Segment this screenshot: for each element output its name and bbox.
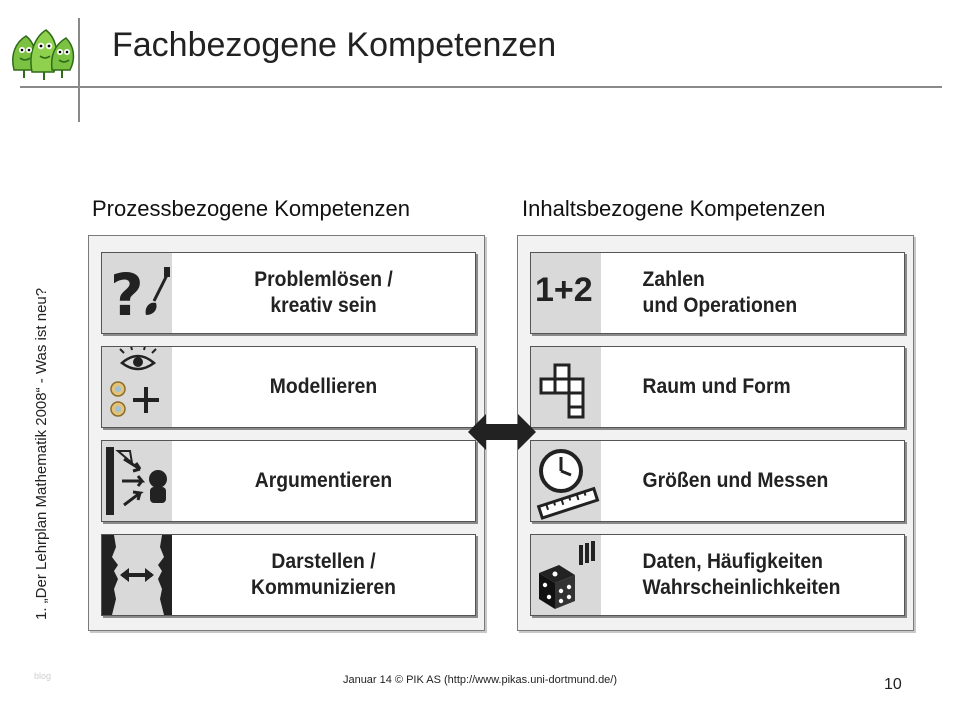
one-plus-two-icon — [531, 253, 601, 333]
competency-label: Zahlen und Operationen — [642, 268, 798, 317]
competency-label: Darstellen / Kommunizieren — [251, 550, 396, 599]
competency-label: Modellieren — [269, 375, 378, 398]
faces-double-arrow-icon — [102, 535, 172, 615]
watermark-stamp: blog — [34, 671, 52, 681]
double-arrow-icon — [466, 412, 538, 452]
right-column-heading: Inhaltsbezogene Kompetenzen — [522, 196, 826, 221]
competency-row-measuring — [530, 440, 905, 522]
process-competencies-panel — [88, 235, 485, 631]
competency-row-arguing — [101, 440, 476, 522]
content-competencies-panel — [517, 235, 914, 631]
competency-label: Problemlösen / kreativ sein — [254, 268, 393, 317]
competency-label: Raum und Form — [642, 375, 791, 398]
competency-row-problem-solving — [101, 252, 476, 334]
page-number: 10 — [884, 676, 902, 693]
green-leaf-characters-logo — [8, 24, 80, 82]
arguing-arrows-icon — [102, 441, 172, 521]
cube-net-icon — [531, 347, 601, 427]
competency-row-geometry — [530, 346, 905, 428]
competency-row-modeling — [101, 346, 476, 428]
slide-title: Fachbezogene Kompetenzen — [112, 26, 557, 64]
svg-text:?: ? — [110, 261, 144, 329]
dice-tally-icon — [531, 535, 601, 615]
competency-label: Größen und Messen — [642, 469, 829, 492]
competency-row-communicating — [101, 534, 476, 616]
competency-label: Argumentieren — [254, 469, 393, 492]
competency-row-data — [530, 534, 905, 616]
side-caption: 1. „Der Lehrplan Mathematik 2008“ - Was ist neu? — [33, 287, 50, 620]
icon-text: 1+2 — [535, 271, 593, 309]
competency-row-numbers — [530, 252, 905, 334]
question-mark-brush-icon — [102, 253, 172, 333]
clock-ruler-icon — [531, 441, 601, 521]
left-column-heading: Prozessbezogene Kompetenzen — [92, 196, 410, 221]
header-horizontal-divider — [20, 86, 942, 88]
eye-coins-plus-icon — [102, 347, 172, 427]
competency-label: Daten, Häufigkeiten Wahrscheinlichkeiten — [642, 550, 841, 599]
header-vertical-divider — [78, 18, 80, 122]
slide-footer: Januar 14 © PIK AS (http://www.pikas.uni-dortmund.de/) — [342, 674, 618, 686]
